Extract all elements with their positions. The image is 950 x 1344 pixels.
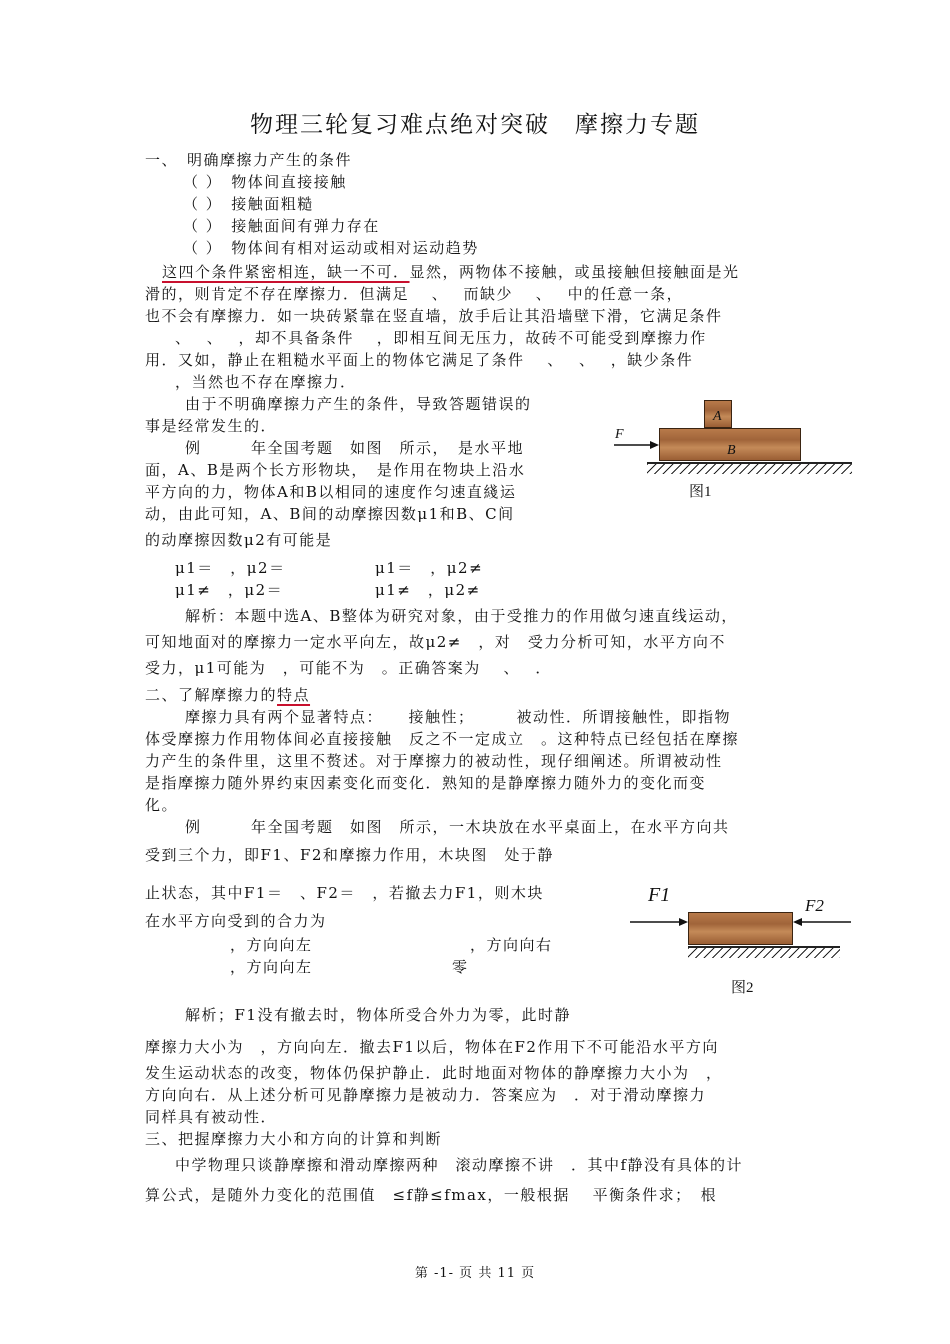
ground (688, 946, 840, 958)
paragraph-line: 化。 (145, 796, 179, 814)
option-d: μ1≠ ，μ2≠ (375, 581, 481, 599)
analysis-line: 解析：本题中选A、B整体为研究对象，由于受推力的作用做匀速直线运动， (185, 607, 738, 625)
analysis-line: 解析；F1没有撤去时，物体所受合外力为零，此时静 (185, 1006, 571, 1024)
force-f2-label: F2 (805, 896, 824, 915)
paragraph-line: 用．又如，静止在粗糙水平面上的物体它满足了条件 、 、 ，缺少条件 (145, 351, 694, 369)
paragraph-line: 力产生的条件里，这里不赘述。对于摩擦力的被动性，现仔细阐述。所谓被动性 (145, 752, 723, 770)
paragraph-line: 摩擦力具有两个显著特点： 接触性； 被动性．所谓接触性，即指物 (185, 708, 732, 726)
option-c: μ1≠ ，μ2＝ (175, 581, 284, 599)
option-d: 零 (452, 958, 469, 976)
option-a: μ1＝ ，μ2＝ (175, 559, 286, 577)
figure-2 (625, 880, 855, 1000)
force-f1-arrow (628, 914, 690, 930)
analysis-line: 摩擦力大小为 ，方向向左．撤去F1以后，物体在F2作用下不可能沿水平方向 (145, 1038, 719, 1056)
example-line: 平方向的力，物体A和B以相同的速度作匀速直綫运 (145, 483, 517, 501)
paragraph-line: 、 、 ，却不具备条件 ，即相互间无压力，故砖不可能受到摩擦力作 (175, 329, 707, 347)
section-3-heading: 三、把握摩擦力大小和方向的计算和判断 (145, 1130, 443, 1148)
example-line: 例 年全国考题 如图 所示，一木块放在水平桌面上，在水平方向共 (185, 818, 730, 836)
condition-3: （ ） 接触面间有弹力存在 (183, 217, 380, 235)
figure-1-caption: 图1 (689, 484, 712, 500)
example-line: 在水平方向受到的合力为 (145, 912, 327, 930)
analysis-line: 同样具有被动性． (145, 1108, 278, 1126)
ground (647, 462, 852, 474)
figure-2-caption: 图2 (731, 980, 754, 996)
force-f2-arrow (791, 914, 853, 930)
underlined-text: 这四个条件紧密相连，缺一不可． (162, 263, 410, 281)
section-1-heading: 一、 明确摩擦力产生的条件 (145, 151, 353, 169)
block-a-label: A (713, 409, 722, 424)
paragraph-line: 是指摩擦力随外界约束因素变化而变化．熟知的是静摩擦力随外力的变化而变 (145, 774, 707, 792)
paragraph-line: 中学物理只谈静摩擦和滑动摩擦两种 滚动摩擦不讲 ．其中f静没有具体的计 (175, 1156, 744, 1174)
analysis-line: 发生运动状态的改变，物体仍保护静止．此时地面对物体的静摩擦力大小为 ， (145, 1064, 723, 1082)
example-line: 面，A、B是两个长方形物块， 是作用在物块上沿水 (145, 461, 526, 479)
analysis-line: 方向向右．从上述分析可见静摩擦力是被动力．答案应为 ．对于滑动摩擦力 (145, 1086, 707, 1104)
paragraph-line: 也不会有摩擦力．如一块砖紧靠在竖直墙，放手后让其沿墙壁下滑，它满足条件 (145, 307, 723, 325)
page-footer: 第 -1- 页 共 11 页 (414, 1266, 536, 1281)
example-line: 动，由此可知，A、B间的动摩擦因数μ1和B、C间 (145, 505, 515, 523)
example-line: 例 年全国考题 如图 所示， 是水平地 (185, 439, 525, 457)
underlined-text: 特点 (277, 686, 311, 704)
option-c: ，方向向左 (230, 958, 313, 976)
figure-1 (612, 395, 857, 500)
option-b: μ1＝ ，μ2≠ (375, 559, 484, 577)
paragraph-line: 这四个条件紧密相连，缺一不可．显然，两物体不接触，或虽接触但接触面是光 (162, 263, 740, 281)
paragraph-line: 体受摩擦力作用物体间必直接接触 反之不一定成立 。这种特点已经包括在摩擦 (145, 730, 740, 748)
example-line: 止状态，其中F1＝ 、F2＝ ，若撤去力F1，则木块 (145, 884, 544, 902)
force-f1-label: F1 (648, 884, 671, 906)
analysis-line: 可知地面对的摩擦力一定水平向左，故μ2≠ ，对 受力分析可知，水平方向不 (145, 633, 726, 651)
example-line: 的动摩擦因数μ2有可能是 (145, 531, 333, 549)
condition-4: （ ） 物体间有相对运动或相对运动趋势 (183, 239, 479, 257)
block-b-label: B (727, 443, 736, 458)
analysis-line: 受力，μ1可能为 ，可能不为 。正确答案为 、 ． (145, 659, 552, 677)
paragraph-line: ，当然也不存在摩擦力． (175, 373, 357, 391)
force-label: F (615, 427, 624, 442)
paragraph-line: 滑的，则肯定不存在摩擦力．但满足 、 而缺少 、 中的任意一条， (145, 285, 684, 303)
condition-2: （ ） 接触面粗糙 (183, 195, 314, 213)
page-title: 物理三轮复习难点绝对突破 摩擦力专题 (250, 112, 700, 138)
option-a: ，方向向左 (230, 936, 313, 954)
condition-1: （ ） 物体间直接接触 (183, 173, 347, 191)
example-line: 受到三个力，即F1、F2和摩擦力作用，木块图 处于静 (145, 846, 554, 864)
section-2-heading: 二、了解摩擦力的特点 (145, 686, 311, 704)
intro-line: 事是经常发生的． (145, 417, 278, 435)
intro-line: 由于不明确摩擦力产生的条件，导致答题错误的 (185, 395, 532, 413)
paragraph-line: 算公式，是随外力变化的范围值 ≤f静≤fmax，一般根据 平衡条件求； 根 (145, 1186, 718, 1204)
wood-block (688, 912, 793, 945)
option-b: ，方向向右 (470, 936, 553, 954)
